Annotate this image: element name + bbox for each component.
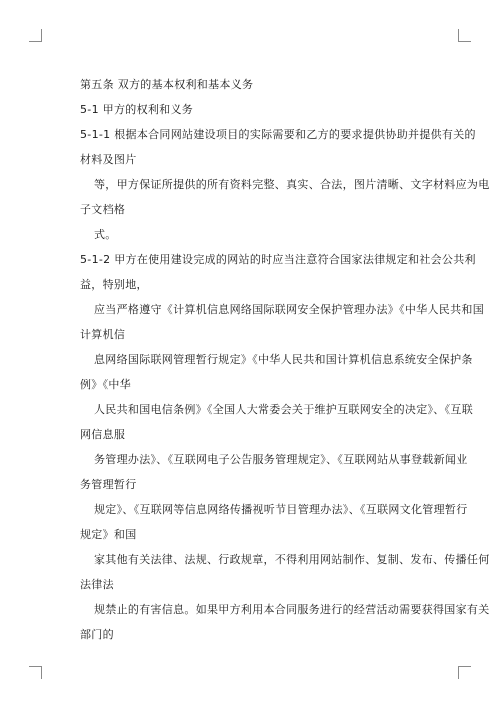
- subsection-heading: 5-1 甲方的权利和义务: [80, 103, 194, 116]
- paragraph-line: 法律法: [80, 578, 114, 591]
- section-heading: 第五条 双方的基本权利和基本义务: [80, 78, 254, 91]
- paragraph-line: 人民共和国电信条例》《全国人大常委会关于维护互联网安全的决定》、《互联: [94, 403, 473, 416]
- paragraph-line: 5-1-1 根据本合同网站建设项目的实际需要和乙方的要求提供协助并提供有关的: [80, 128, 476, 141]
- paragraph-line: 5-1-2 甲方在使用建设完成的网站的时应当注意符合国家法律规定和社会公共利: [80, 253, 476, 266]
- paragraph-line: 规定》和国: [80, 528, 137, 541]
- crop-mark-top-right: [458, 29, 471, 42]
- paragraph-line: 材料及图片: [80, 153, 137, 166]
- paragraph-line: 式。: [94, 228, 117, 241]
- paragraph-line: 规禁止的有害信息。如果甲方利用本合同服务进行的经营活动需要获得国家有关: [94, 603, 490, 616]
- paragraph-line: 例》《中华: [80, 378, 131, 391]
- paragraph-line: 网信息服: [80, 428, 126, 441]
- paragraph-line: 子文档格: [80, 203, 126, 216]
- crop-mark-bottom-left: [29, 666, 42, 679]
- paragraph-line: 应当严格遵守《计算机信息网络国际联网安全保护管理办法》《中华人民共和国: [94, 303, 484, 316]
- crop-mark-top-left: [29, 29, 42, 42]
- crop-mark-bottom-right: [458, 666, 471, 679]
- paragraph-line: 规定》、《互联网等信息网络传播视听节目管理办法》、《互联网文化管理暂行: [94, 503, 468, 516]
- paragraph-line: 计算机信: [80, 328, 126, 341]
- paragraph-line: 家其他有关法律、法规、行政规章，不得利用网站制作、复制、发布、传播任何: [94, 553, 490, 566]
- paragraph-line: 务管理办法》、《互联网电子公告服务管理规定》、《互联网站从事登载新闻业: [94, 453, 468, 466]
- paragraph-line: 等，甲方保证所提供的所有资料完整、真实、合法，图片清晰、文字材料应为电: [94, 178, 490, 191]
- paragraph-line: 部门的: [80, 628, 114, 641]
- paragraph-line: 益，特别地，: [80, 278, 148, 291]
- paragraph-line: 务管理暂行: [80, 478, 137, 491]
- paragraph-line: 息网络国际联网管理暂行规定》《中华人民共和国计算机信息系统安全保护条: [94, 353, 473, 366]
